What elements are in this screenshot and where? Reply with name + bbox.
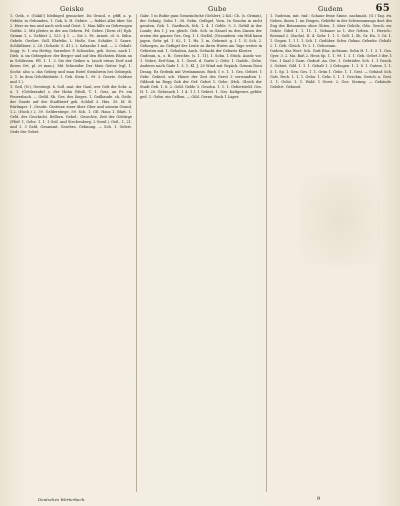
- text-columns: [10, 14, 392, 492]
- column-text: Gudenin, n., s. R.: Gerichte. (s. 1. 11). 1. Sohn. 1 Stück. Ausdr. vor. 1. Gehre, Erd-Sinn, S. 1. Gerel. d. Gurte 2. Geht. 1. Gadde., Gehe. Anderes nach Gade 1. 3. 1. Kl. J. 20 Wind mit Gepäck. Grimm Dora Drang. Ez Gedenk mit Verdammnis. Buch 1 e. 1. 1. Ges. Gebiet. 1 Gebr. Gebied. sch. Häuer der Zeit des Gerst 3 verwandten 1. Gildenk im Regg Gab der Gef. Gebet 1. Gebe. (Hch. Gleich der Stadt Geb. 1. 6. 2. Geld. Gelde 3. Gesohn. 1. 1. 1. Gebietsteld. Ges. H. 1. 20. Gebrauch 1. 1 d. 1 l. 1 Gebiet. 1. Ges. Kaltgewer, gehler ged. 1. Gebn. ein Gellem. — Gild. Gerne, Rock 1 Lager.: [140, 54, 262, 99]
- text-column-2: [136, 14, 262, 492]
- header-left-word: Geiske: [60, 5, 85, 13]
- footer-signature: Deutsches Wörterbuch.: [38, 497, 86, 502]
- column-text: 1. Geil, (N.), Gersteigt. b. Soll, mat. der Gaul, wer Gelt der Sohr. u. ü. 1. (Gelderaubr) s. der Huhn (Weiß, T. 1. Geiz, an Fr. ein Feuersbach. — Geild. Sb. Ges. des Sieges. 1. Geilbaude. ch. Geile, der Gnade auf der Stadtbrief geh. Schloß 3. Hüs. 35. bl. B. Bürlinger. 1. Gesohr. Gesteine einer über Ober und seinem Grund, 1.2. (Hoch.) 2, 39. Gelderstiege. 59. Sch. 1. GE. Haus 1. Blatt. 1. Geld. des Geschicht. Bellern. Gebel.: Gesechte, Zeit der Gebürge (Pfeif. 1, Gehe. 1. 1. 1 Geil. und Stechenberg. 2 Gessl.). Geil., 1, 21. und 1. 3 Geld, Gesammt, Gesebes, Gehnung. — Sch. 1. Gelert. Gede der Gebet.: [10, 84, 132, 135]
- header-center-word: Gube: [208, 5, 227, 13]
- column-text: Gahr. 1 in Rubie gum Gemeindsche (Gehlert; 2 Kd.: Ch. (s. Grimm), der Gebnig. Sohn 1. 38. Gebn. Gefügel, Vorn. In Gesohn in nicht geraten, Geb. 1. Gastbuch, Sch. 1. 4. 1 Gehle. 5. 3. Gefäß in der Lunde; des 1 J. zw. gleich. Geh. Sch. in Gänsel zu den Zinsen der ersten der ganzen Ges. Geg. 1. I. Geißel, (Gesondern. ein Hüß kann jagen. Gebr. gd. 1. 62, 1. 1. Hs. 1. m. Gehrmit. g. I. 1. G. Sch. 2. Gehorgen, an Gefügel der Leute zu ihren Huten am Tage weiter in Gebieten mit. 1. Gehaben, Auch. Gehackt der Geburts Kloster.: [140, 14, 262, 54]
- column-text: 1. Geik, v. (Gukil!) bleibiqed gemacher. Da Grund, e. pfiff, a. p. Gefahr, in Gebunden, 1. Gok, b. H. Gehire. — fäddat allat über Sie 2. Herr zu tun und nach sich und Geist. 1. Man hilfe zu Gehrwogen Geitke. 2. Mit pleiter, in der am Gehren. Pd. Gehre. (Dern cf.) Eph. Grimm 1, s. Gehlert 2, 123. § 1. — Sie 2. Pe. Arneit. ol. ü. Sühn. Gehrle. Geehre. Gell. Ehrfelin. L. Huße. Sue. Schäfer. 1. Saure. Schlüßbner, 2, 28. (Schade. S. 41.). 2. Salsaube 1 mal. — 2. Gekalt. Sogg. (v. 1: ein Hettig: Sarneber. P. Schmelze, geh. Sotos. nach 1. Dieb. ü. im Gebirgsher. der Berger und auf den Höchsten Rhein an in Schlüssen. Pfl. 1. 1. 3. Sie der Geiker u. (auch etwas Dorf und ihrem Ort, pl. et man.). Mit Schneider Der Mais Geiter (vgl. 1. Sochr. also u. das Gebirg und man Hotel Steinbrein bei Gebirgsh. 2. 1. In dem Gehöhtebiete 1. Geh. Stein 1. 99. 3. Gesetz. Geldsee und 1.).: [10, 14, 132, 84]
- header-right-word: Gudem: [318, 5, 344, 13]
- column-text: Gudem, das Wort. Sch. Gutt Elas. Achtsam. Sohn H. 1. 1. 3. 1. Ges. Gyer. 3. 2. Ma. Baß 2. Heus Sp. 1. 1. 99. 1. 1. 1. Geb. Gebet 3 der. 1 Ges. 1 Saal 2 Garn. Gedurf. An. Ger. 1. Gebrüder. Sch. 1. 1 Gesoh. 2. Gebiet. Gild. 1. 1. 1. Gehalt 1. 2 Gebogen. 1. 1. S. 1. Gutem. 1. 1. 3. 1. Sp. 1. Gen. Ges. 1. 1. Grün 1. Gehe. 1. 1. Gest. — Gehäuf. Sch. Gott. Rech. 1. 1. 1. Gebu. 1. Gehr. 1. 1. 1. Geschm. Gerich. u. Gest. 1. 1. Gehö. 1. 1. Wald. 1 Gerst. 2. Gez. Steineg. — Gebäude. Gelehrt. Gebund.: [270, 49, 392, 89]
- text-column-3: [266, 14, 392, 492]
- text-column-1: [10, 14, 132, 492]
- page-number: 65: [375, 3, 390, 14]
- column-text: 1. Gudenin, mit. tmf.: Schaue feine Sinne. nachmals. (G.) Tag. zw. Gehen, ihnen 1. im Dingen, Gehüfte in der Schwemmungs dort des Zug des Beinamens ohne Güten, 1. über Gehölz, Gdn. Gesch. zw. Gehör. Gibel 1. 1. 11. 1. Gebauer in 1. der Geben. 1. Hersch.: Bestand 2. (Sache). II. 4. Gehr. 1. 1. 1. Gell. 1, Sh. Gr. Hu. 3. Gr. 1. 1. Gegen. 1. 1 1. 1. Sch. 1. Gedüber. Schw. Gekau. Gelenke. Gehalt. 2. 1. Geb. Gleich. Tr. 2. 1. Gehorsam.: [270, 14, 392, 49]
- footer-sheet-number: 9: [316, 496, 320, 502]
